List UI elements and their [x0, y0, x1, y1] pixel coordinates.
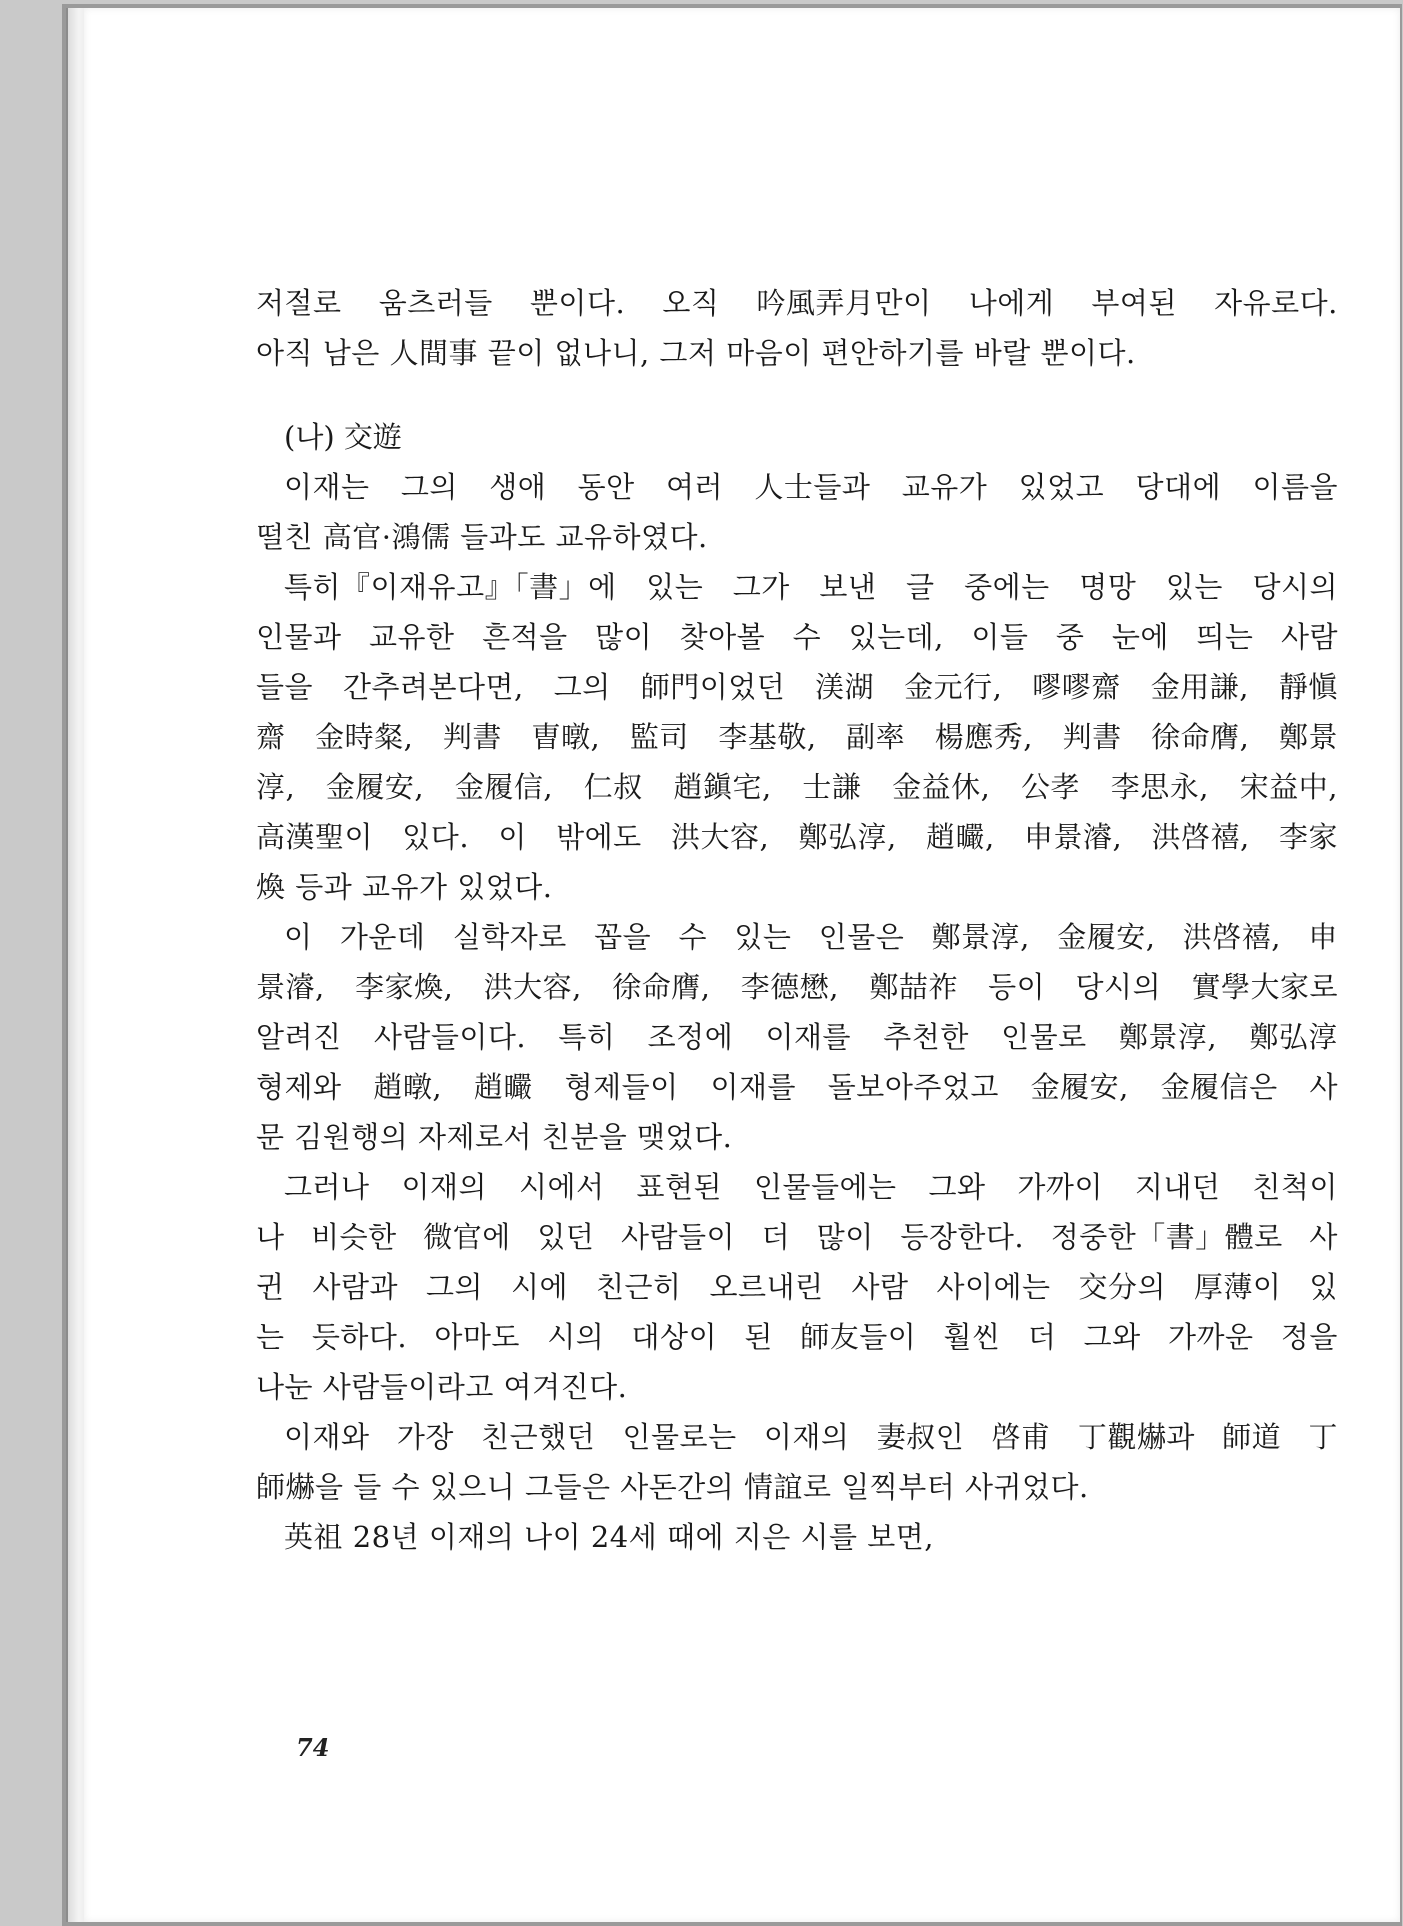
- section-gap: [256, 378, 1338, 412]
- text-line: 煥 등과 교유가 있었다.: [256, 870, 553, 904]
- text-line: 귄 사람과 그의 시에 친근히 오르내린 사람 사이에는 交分의 厚薄이 있: [256, 1270, 1338, 1304]
- text-line: 그러나 이재의 시에서 표현된 인물들에는 그와 가까이 지내던 친척이: [284, 1170, 1338, 1204]
- text-line: 이재와 가장 친근했던 인물로는 이재의 妻叔인 啓甫 丁觀爀과 師道 丁: [284, 1420, 1338, 1454]
- page-binding-edge: [66, 8, 86, 1922]
- text-line: 나 비슷한 微官에 있던 사람들이 더 많이 등장한다. 정중한「書」體로 사: [256, 1220, 1338, 1254]
- text-line: 저절로 움츠러들 뿐이다. 오직 吟風弄月만이 나에게 부여된 자유로다.: [256, 286, 1338, 320]
- text-line: 특히『이재유고』「書」에 있는 그가 보낸 글 중에는 명망 있는 당시의: [284, 570, 1338, 604]
- text-line: 高漢聖이 있다. 이 밖에도 洪大容, 鄭弘淳, 趙曮, 申景濬, 洪啓禧, 李家: [256, 820, 1338, 854]
- text-line: 景濬, 李家煥, 洪大容, 徐命膺, 李德懋, 鄭喆祚 등이 당시의 實學大家로: [256, 970, 1338, 1004]
- text-line: 이 가운데 실학자로 꼽을 수 있는 인물은 鄭景淳, 金履安, 洪啓禧, 申: [284, 920, 1338, 954]
- text-line: 문 김원행의 자제로서 친분을 맺었다.: [256, 1120, 733, 1154]
- text-line: 淳, 金履安, 金履信, 仁叔 趙鎭宅, 士謙 金益休, 公孝 李思永, 宋益中,: [256, 770, 1338, 804]
- page-number: 74: [296, 1733, 330, 1762]
- text-line: 齋 金時粲, 判書 曺暾, 監司 李基敬, 副率 楊應秀, 判書 徐命膺, 鄭景: [256, 720, 1338, 754]
- text-line: 형제와 趙暾, 趙曮 형제들이 이재를 돌보아주었고 金履安, 金履信은 사: [256, 1070, 1338, 1104]
- book-page: [84, 8, 1400, 1922]
- text-line: 알려진 사람들이다. 특히 조정에 이재를 추천한 인물로 鄭景淳, 鄭弘淳: [256, 1020, 1338, 1054]
- body-text: [256, 278, 1338, 1562]
- text-line: 英祖 28년 이재의 나이 24세 때에 지은 시를 보면,: [284, 1520, 934, 1554]
- text-line: 나눈 사람들이라고 여겨진다.: [256, 1370, 628, 1404]
- text-line: 들을 간추려본다면, 그의 師門이었던 渼湖 金元行, 嘐嘐齋 金用謙, 靜愼: [256, 670, 1338, 704]
- text-line: 인물과 교유한 흔적을 많이 찾아볼 수 있는데, 이들 중 눈에 띄는 사람: [256, 620, 1338, 654]
- section-heading: (나) 交遊: [284, 420, 402, 454]
- text-line: 이재는 그의 생애 동안 여러 人士들과 교유가 있었고 당대에 이름을: [284, 470, 1338, 504]
- text-line: 떨친 高官·鴻儒 들과도 교유하였다.: [256, 520, 708, 554]
- text-line: 師爀을 들 수 있으니 그들은 사돈간의 情誼로 일찍부터 사귀었다.: [256, 1470, 1089, 1504]
- text-line: 는 듯하다. 아마도 시의 대상이 된 師友들이 훨씬 더 그와 가까운 정을: [256, 1320, 1338, 1354]
- text-line: 아직 남은 人間事 끝이 없나니, 그저 마음이 편안하기를 바랄 뿐이다.: [256, 336, 1136, 370]
